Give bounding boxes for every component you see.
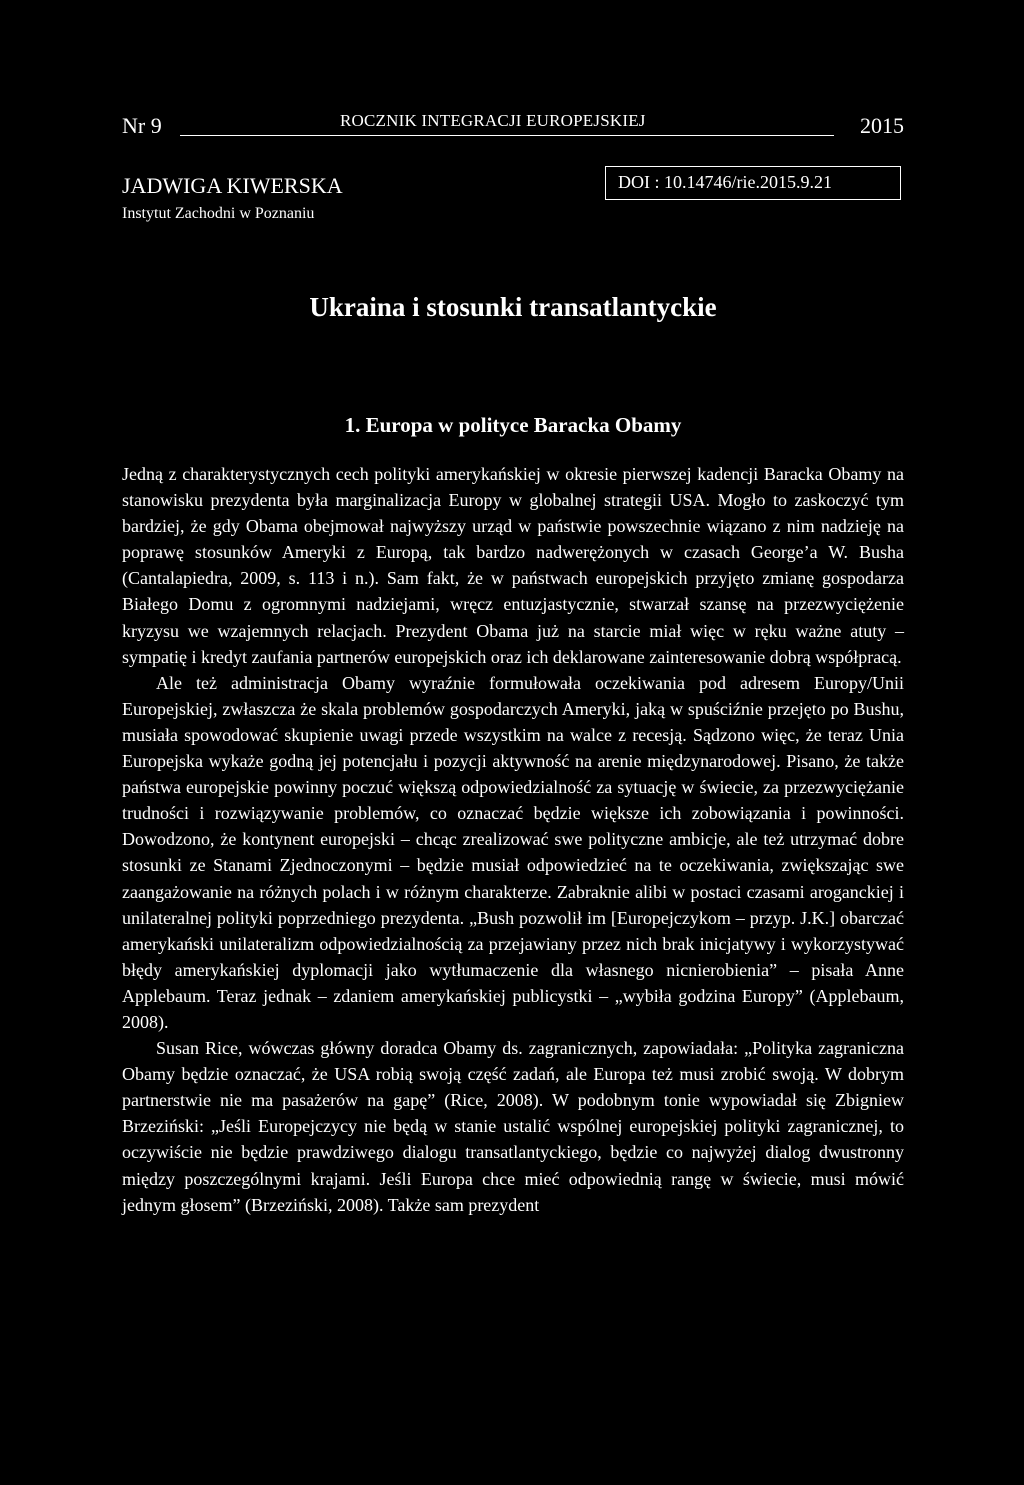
author-name: JADWIGA KIWERSKA (122, 173, 343, 198)
issue-number: Nr 9 (122, 113, 162, 138)
paragraph: Jedną z charakterystycznych cech polityki amerykańskiej w okresie pierwszej kadencji Baracka Obamy na stanowisku prezydenta była marginalizacja Europy w globalnej strategii USA. Mogło to zaskoczyć tym bardziej, że gdy Obama obejmował najwyższy urząd w państwie powszechnie wiązano z nim nadzieję na poprawę stosunków Ameryki z Europą, tak bardzo nadwerężonych w czasach George’a W. Busha (Cantalapiedra, 2009, s. 113 i n.). Sam fakt, że w państwach europejskich przyjęto zmianę gospodarza Białego Domu z ogromnymi nadziejami, wręcz entuzjastycznie, stwarzał szansę na przezwyciężenie kryzysu we wzajemnych relacjach. Prezydent Obama już na starcie miał więc w ręku ważne atuty – sympatię i kredyt zaufania partnerów europejskich oraz ich deklarowane zainteresowanie dobrą współpracą. (122, 464, 904, 667)
article-body (122, 461, 904, 1218)
paragraph: Ale też administracja Obamy wyraźnie formułowała oczekiwania pod adresem Europy/Unii Europejskiej, zwłaszcza że skala problemów gospodarczych Ameryki, jaką w spuściźnie przejęto po Bushu, musiała spowodować skupienie uwagi przede wszystkim na walce z recesją. Sądzono więc, że teraz Unia Europejska wykaże godną jej potencjału i pozycji aktywność na arenie międzynarodowej. Pisano, że także państwa europejskie powinny poczuć większą odpowiedzialność za sytuację w świecie, za przezwyciężanie trudności i rozwiązywanie problemów, co oznaczać będzie większe ich zobowiązania i powinności. Dowodzono, że kontynent europejski – chcąc zrealizować swe polityczne ambicje, ale też utrzymać dobre stosunki ze Stanami Zjednoczonymi – będzie musiał odpowiedzieć na te oczekiwania, zwiększając swe zaangażowanie na różnych polach i w różnym charakterze. Zabraknie alibi w postaci czasami aroganckiej i unilateralnej polityki poprzedniego prezydenta. „Bush pozwolił im [Europejczykom – przyp. J.K.] obarczać amerykański unilateralizm odpowiedzialnością za przejawiany przez nich brak inicjatywy i wykorzystywać błędy amerykańskiej dyplomacji jako wytłumaczenie dla własnego nicnierobienia” – pisała Anne Applebaum. Teraz jednak – zdaniem amerykańskiej publicystki – „wybiła godzina Europy” (Applebaum, 2008). (122, 672, 904, 1032)
paragraph: Susan Rice, wówczas główny doradca Obamy ds. zagranicznych, zapowiadała: „Polityka zagraniczna Obamy będzie oznaczać, że USA robią swoją część zadań, ale Europa też musi zrobić swoją. W dobrym partnerstwie nie ma pasażerów na gapę” (Rice, 2008). W podobnym tonie wypowiadał się Zbigniew Brzeziński: „Jeśli Europejczycy nie będą w stanie ustalić wspólnej europejskiej polityki zagranicznej, to oczywiście nie będzie prawdziwego dialogu transatlantyckiego, będzie co najwyżej dialog dwustronny między poszczególnymi krajami. Jeśli Europa chce mieć odpowiednią rangę w świecie, musi mówić jednym głosem” (Brzeziński, 2008). Także sam prezydent (122, 1038, 904, 1215)
journal-title: ROCZNIK INTEGRACJI EUROPEJSKIEJ (340, 111, 646, 130)
section-heading: 1. Europa w polityce Baracka Obamy (344, 413, 682, 437)
article-title: Ukraina i stosunki transatlantyckie (309, 292, 717, 322)
running-header (122, 110, 904, 144)
issue-year: 2015 (860, 113, 904, 138)
author-affiliation: Instytut Zachodni w Poznaniu (122, 205, 315, 222)
header-rule (180, 135, 834, 136)
doi-box: DOI : 10.14746/rie.2015.9.21 (605, 166, 901, 200)
